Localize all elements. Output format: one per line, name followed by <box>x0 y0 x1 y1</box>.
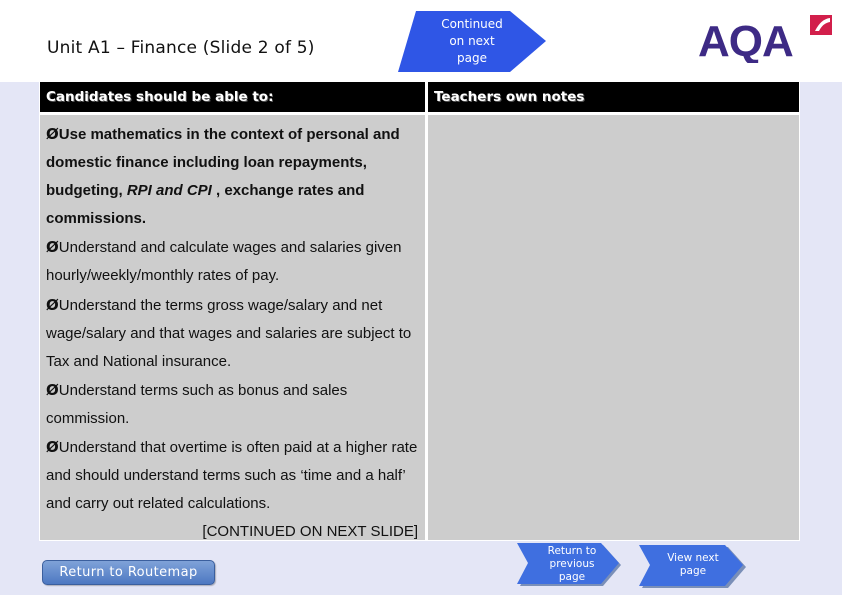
teachers-notes-cell[interactable] <box>428 115 799 540</box>
next-page-label: View next page <box>667 552 719 577</box>
objective-item <box>46 376 424 433</box>
teachers-notes-header: Teachers own notes <box>434 89 585 105</box>
table-header-right <box>428 82 799 112</box>
objective-item <box>46 233 424 290</box>
return-to-routemap-button[interactable]: Return to Routemap <box>42 560 215 585</box>
view-next-page-button[interactable] <box>639 545 747 590</box>
continued-note: Continued on next page <box>441 17 503 65</box>
return-to-previous-page-button[interactable] <box>517 543 623 588</box>
objective-text: Understand the terms gross wage/salary and net wage/salary and that wages and salaries are subject to Tax and National insurance. <box>46 296 412 370</box>
objective-text: Understand that overtime is often paid at a higher rate and should understand terms such as ‘time and a half’ and carry out related calculations. <box>46 439 418 513</box>
slide-title: Unit A1 – Finance (Slide 2 of 5) <box>47 38 315 58</box>
arrow-bullet-icon: Ø <box>46 238 59 257</box>
objective-item <box>46 120 424 233</box>
objectives-list <box>46 120 424 546</box>
objective-text: RPI and CPI <box>126 182 212 200</box>
candidates-header: Candidates should be able to: <box>46 89 274 105</box>
svg-text:AQA: AQA <box>698 17 793 63</box>
objective-text: Understand terms such as bonus and sales commission. <box>46 381 348 427</box>
arrow-bullet-icon: Ø <box>46 380 59 399</box>
arrow-bullet-icon: Ø <box>46 295 59 314</box>
objectives-cell <box>40 115 425 540</box>
objective-item <box>46 291 424 376</box>
continued-next-page-arrow <box>398 11 546 72</box>
arrow-bullet-icon: Ø <box>46 125 59 143</box>
continued-on-next-slide: [CONTINUED ON NEXT SLIDE] <box>202 523 418 541</box>
previous-page-label: Return to previous page <box>547 545 597 583</box>
objective-text: Understand and calculate wages and salaries given hourly/weekly/monthly rates of pay. <box>46 239 402 285</box>
aqa-logo <box>698 13 834 63</box>
objective-text: , exchange rates and commissions. <box>46 182 365 228</box>
objective-item <box>46 433 424 518</box>
objective-text: Use mathematics in the context of personal and domestic finance including loan repayments, budgeting, <box>46 126 400 200</box>
arrow-bullet-icon: Ø <box>46 438 59 457</box>
table-header-left <box>40 82 425 112</box>
